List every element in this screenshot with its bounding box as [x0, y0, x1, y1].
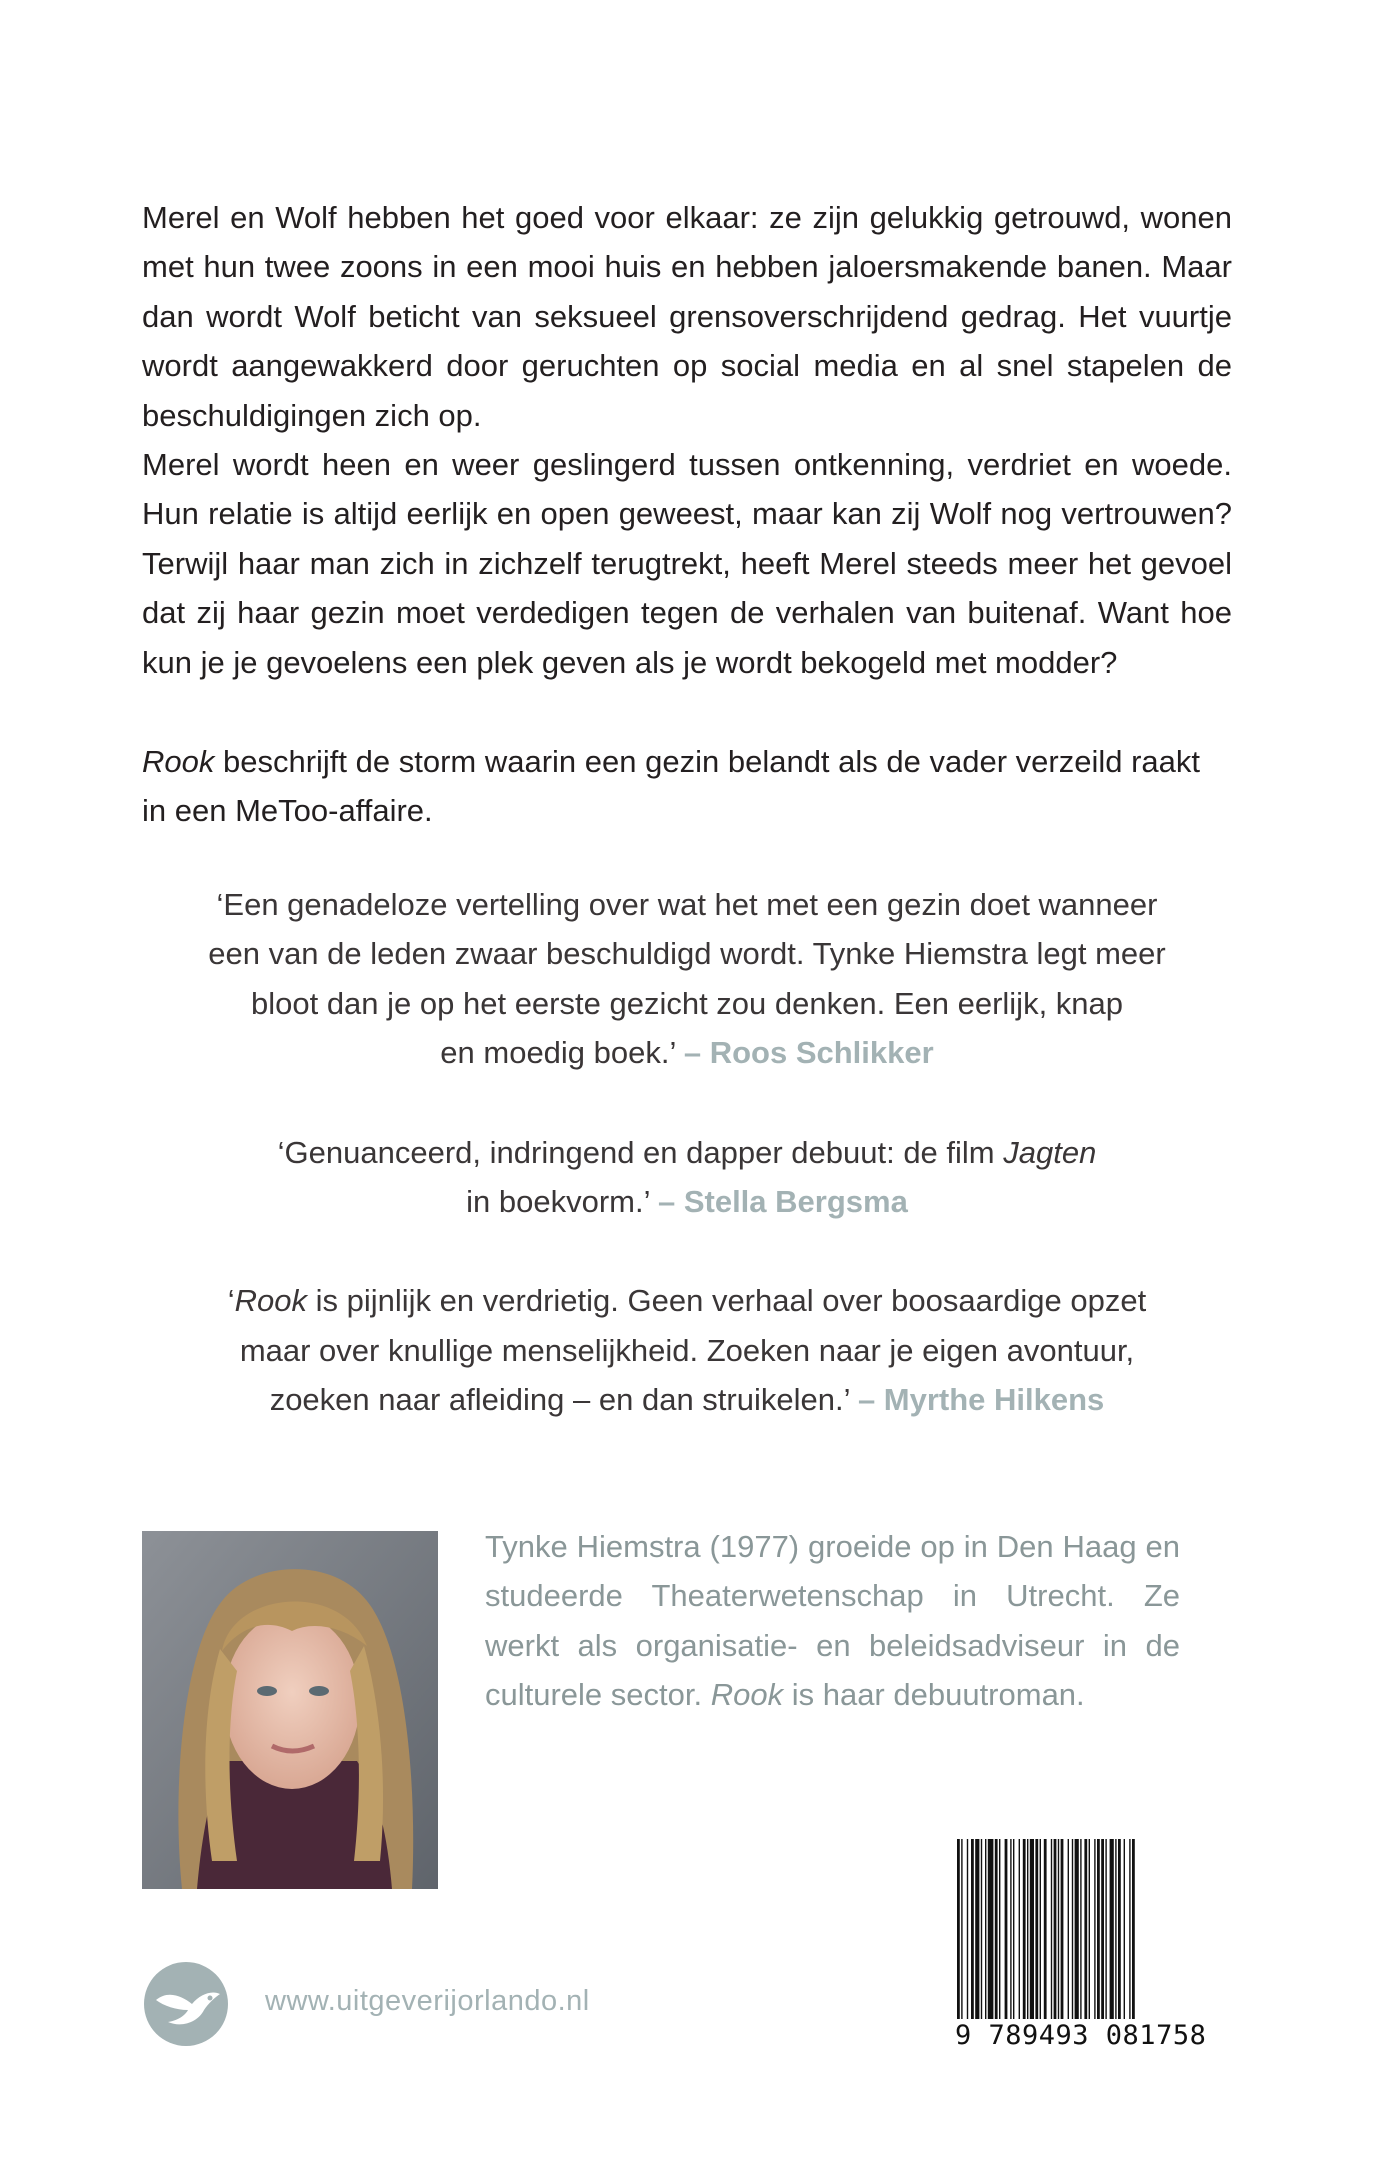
book-title: Rook: [710, 1677, 784, 1713]
blurb-paragraph-2: Merel wordt heen en weer geslingerd tussen ontkenning, verdriet en woede. Hun relatie is altijd eerlijk en open geweest, maar kan zij Wolf nog vertrouwen? Terwijl haar man zich in zichzelf terugtrekt, heeft Merel steeds meer het gevoel dat zij haar gezin moet verdedigen tegen de verhalen van buitenaf. Want hoe kun je je gevoelens een plek geven als je wordt bekogeld met modder?: [142, 447, 1232, 680]
author-bio: [485, 1522, 1180, 1720]
quote-open: ‘: [227, 1283, 235, 1319]
quote-text: ‘Genuanceerd, indringend en dapper debuut: de film: [277, 1134, 1004, 1170]
quote-line: [142, 1177, 1232, 1226]
barcode-bar: [1013, 1839, 1014, 2019]
barcode-bar: [957, 1839, 960, 2019]
publisher-bird-logo: [142, 1960, 230, 2048]
quote-text: in boekvorm.’: [466, 1184, 658, 1220]
barcode-bar: [1097, 1839, 1100, 2019]
barcode-bar: [1035, 1839, 1038, 2019]
quote-author: – Stella Bergsma: [657, 1184, 908, 1220]
review-quote-3: [142, 1276, 1232, 1424]
isbn-barcode: [955, 1839, 1230, 2029]
barcode-bar: [988, 1839, 994, 2019]
quote-line: bloot dan je op het eerste gezicht zou denken. Een eerlijk, knap: [250, 985, 1124, 1021]
blurb-paragraph-1: Merel en Wolf hebben het goed voor elkaar: ze zijn gelukkig getrouwd, wonen met hun twee zoons in een mooi huis en hebben jaloersmakende banen. Maar dan wordt Wolf beticht van seksueel grensoverschrijdend gedrag. Het vuurtje wordt aangewakkerd door geruchten op social media en al snel stapelen de beschuldigingen zich op.: [142, 200, 1232, 433]
barcode-bar: [1019, 1839, 1020, 2019]
barcode-bar: [961, 1839, 962, 2019]
barcode-bar: [1072, 1839, 1073, 2019]
bio-text-end: is haar debuutroman.: [783, 1677, 1085, 1713]
barcode-bar: [981, 1839, 982, 2019]
barcode-bar: [985, 1839, 986, 2019]
review-quotes: [142, 880, 1232, 1475]
bio-text: Tynke Hiemstra (1977) groeide op in Den Haag en studeerde Theaterwetenschap in Utrecht. Ze werkt als organisatie- en beleidsadviseur in de culturele sector.: [485, 1529, 1180, 1713]
book-title: Rook: [142, 744, 215, 780]
barcode-bar: [995, 1839, 998, 2019]
book-title: Rook: [234, 1283, 308, 1319]
quote-text: en moedig boek.’: [440, 1035, 684, 1071]
quote-text: is pijnlijk en verdrietig. Geen verhaal over boosaardige opzet: [307, 1283, 1147, 1319]
quote-author: – Myrthe Hilkens: [857, 1382, 1105, 1418]
quote-line: een van de leden zwaar beschuldigd wordt. Tynke Hiemstra legt meer: [208, 936, 1166, 972]
barcode-bar: [1054, 1839, 1057, 2019]
barcode-bar: [1044, 1839, 1047, 2019]
book-blurb: [142, 193, 1232, 836]
publisher-website: www.uitgeverijorlando.nl: [265, 1985, 590, 2017]
barcode-bar: [1030, 1839, 1034, 2019]
quote-author: – Roos Schlikker: [683, 1035, 934, 1071]
barcode-bar: [1068, 1839, 1069, 2019]
quote-line: maar over knullige menselijkheid. Zoeken naar je eigen avontuur,: [239, 1332, 1135, 1368]
barcode-bar: [1101, 1839, 1104, 2019]
quote-line: [142, 1128, 1232, 1177]
barcode-bar: [1010, 1839, 1011, 2019]
review-quote-1: [142, 880, 1232, 1078]
quote-line: [142, 1028, 1232, 1077]
barcode-bar: [999, 1839, 1000, 2019]
isbn-number: 9 789493 081758: [955, 2020, 1207, 2051]
barcode-bar: [1023, 1839, 1026, 2019]
barcode-bar: [975, 1839, 979, 2019]
barcode-bar: [1089, 1839, 1090, 2019]
barcode-bar: [1084, 1839, 1087, 2019]
film-title: Jagten: [1003, 1134, 1097, 1170]
review-quote-2: [142, 1128, 1232, 1227]
barcode-bar: [1080, 1839, 1081, 2019]
quote-line: [142, 1276, 1232, 1325]
barcode-bar: [1051, 1839, 1052, 2019]
barcode-bar: [1132, 1839, 1135, 2019]
barcode-bar: [1075, 1839, 1079, 2019]
author-photo: [142, 1531, 438, 1889]
quote-line: ‘Een genadeloze vertelling over wat het met een gezin doet wanneer: [216, 887, 1158, 922]
barcode-bar: [1061, 1839, 1064, 2019]
barcode-bar: [1094, 1839, 1095, 2019]
blurb-tagline: [142, 737, 1232, 836]
barcode-bar: [1058, 1839, 1059, 2019]
barcode-bar: [1129, 1839, 1130, 2019]
author-portrait-image: [142, 1531, 438, 1889]
barcode-bar: [1115, 1839, 1116, 2019]
barcode-bar: [1040, 1839, 1041, 2019]
quote-text: zoeken naar afleiding – en dan struikelen.’: [269, 1382, 858, 1418]
barcode-bar: [1110, 1839, 1114, 2019]
barcode-bar: [1124, 1839, 1125, 2019]
barcode-bar: [967, 1839, 968, 2019]
barcode-bar: [1005, 1839, 1008, 2019]
barcode-bar: [971, 1839, 974, 2019]
barcode-bar: [1027, 1839, 1028, 2019]
barcode-bar: [1118, 1839, 1121, 2019]
quote-line: [142, 1375, 1232, 1424]
tagline-text: beschrijft de storm waarin een gezin belandt als de vader verzeild raakt in een MeToo-affaire.: [142, 744, 1201, 829]
barcode-bar: [1105, 1839, 1106, 2019]
